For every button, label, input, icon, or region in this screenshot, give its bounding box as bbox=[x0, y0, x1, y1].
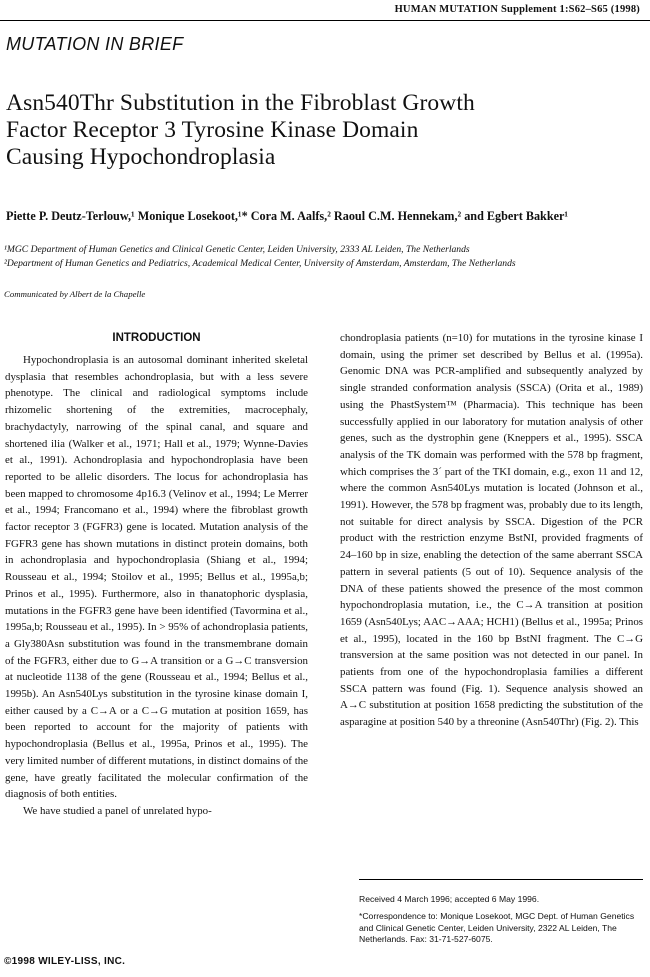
affiliation-2: ²Department of Human Genetics and Pediatrics, Academical Medical Center, University of Amsterdam, Amsterdam, The Netherlands bbox=[4, 258, 516, 269]
journal-header: HUMAN MUTATION Supplement 1:S62–S65 (1998) bbox=[394, 4, 640, 15]
section-heading: INTRODUCTION bbox=[112, 332, 201, 344]
body-paragraph: Hypochondroplasia is an autosomal dominant inherited skeletal dysplasia that resembles achondroplasia, but with a less severe phenotype. The clinical and radiological symptoms include rhizomelic shortening of the extremities, macrocephaly, brachydactyly, narrowing of the spinal canal, and square and shortened ilia (Walker et al., 1971; Hall et al., 1979; Wynne-Davies et al., 1991). Achondroplasia and hypochondroplasia have been reported to be allelic disorders. The locus for achondroplasia has been mapped to chromosome 4p16.3 (Velinov et al., 1994; Le Merrer et al., 1994; Francomano et al., 1994) where the fibroblast growth factor receptor 3 (FGFR3) gene is located. Mutation analysis of the FGFR3 gene has shown mutations in distinct protein domains, both in achondroplasia and hypochondroplasia (Shiang et al., 1994; Rousseau et al., 1994; Stoilov et al., 1995; Bellus et al., 1995a,b; Prinos et al., 1995). Furthermore, also in thanatophoric dysplasia, mutations in the FGFR3 gene have been identified (Tavormina et al., 1995a,b; Rousseau et al., 1995). In > 95% of achondroplasia patients, a Gly380Asn substitution was found in the transmembrane domain of the FGFR3, either due to G→A transition or a G→C transversion at nucleotide 1138 of the gene (Rousseau et al., 1994; Bellus et al., 1995b). An Asn540Lys substitution in the tyrosine kinase domain I, either caused by a C→A or a C→G mutation at position 1659, has been reported to account for the majority of patients with hypochondroplasia (Bellus et al., 1995a, Prinos et al., 1995). The very limited number of different mutations, in distinct domains of the gene, have greatly facilitated the molecular confirmation of the diagnosis of both entities. bbox=[5, 354, 308, 801]
right-column bbox=[340, 330, 643, 731]
title-line: Asn540Thr Substitution in the Fibroblast Growth bbox=[6, 90, 475, 116]
footnote-rule bbox=[359, 879, 643, 880]
body-paragraph: We have studied a panel of unrelated hypo- bbox=[23, 804, 212, 817]
header-rule bbox=[0, 20, 650, 21]
correspondence-note: *Correspondence to: Monique Losekoot, MGC Dept. of Human Genetics and Clinical Genetic Center, Leiden University, 2322 AL Leiden, The Netherlands. Fax: 31-71-527-6075. bbox=[359, 911, 635, 944]
article-title bbox=[6, 90, 626, 171]
section-label: MUTATION IN BRIEF bbox=[6, 34, 184, 54]
copyright-notice: ©1998 WILEY-LISS, INC. bbox=[4, 956, 126, 967]
communicated-by: Communicated by Albert de la Chapelle bbox=[4, 289, 146, 299]
title-line: Factor Receptor 3 Tyrosine Kinase Domain bbox=[6, 117, 419, 143]
body-paragraph: chondroplasia patients (n=10) for mutations in the tyrosine kinase I domain, using the primer set described by Bellus et al. (1995a). Genomic DNA was PCR-amplified and subsequently analyzed by single stranded conformation analysis (SSCA) (Orita et al., 1989) using the PhastSystem™ (Pharmacia). This technique has been successfully applied in our laboratory for mutation analysis of other genes, such as the dystrophin gene (Kneppers et al., 1995). SSCA analysis of the TK domain was performed with the 578 bp fragment, which comprises the 3´ part of the TKI domain, e.g., exon 11 and 12, where the common Asn540Lys mutation is located (Johnson et al., 1991). However, the 578 bp fragment was, probably due to its length, not suitable for direct analysis by SSCA. Digestion of the PCR product with the restriction enzyme BstNI, provided fragments of 24–160 bp in size, enabling the detection of the same aberrant SSCA pattern in several patients (5 out of 10). Sequence analysis of the DNA of these patients showed the presence of the most common hypochondroplasia mutation, i.e., the C→A transition at position 1659 (Asn540Lys; AAC→AAA; HCH1) (Bellus et al., 1995a; Prinos et al., 1995), located in the 160 bp BstNI fragment. The C→G transversion at the same position was not detected in our panel. In patients from one of the hypochondroplasia families a different SSCA pattern was found (Fig. 1). Sequence analysis showed an A→C substitution at position 1658 predicting the substitution of the asparagine at position 540 by a threonine (Asn540Thr) (Fig. 2). This bbox=[340, 332, 643, 729]
left-column bbox=[5, 330, 308, 820]
title-line: Causing Hypochondroplasia bbox=[6, 144, 276, 170]
affiliations bbox=[4, 243, 644, 271]
author-list: Piette P. Deutz-Terlouw,¹ Monique Losekoot,¹* Cora M. Aalfs,² Raoul C.M. Hennekam,² and Egbert Bakker¹ bbox=[6, 209, 569, 223]
received-date: Received 4 March 1996; accepted 6 May 1996. bbox=[359, 894, 540, 904]
affiliation-1: ¹MGC Department of Human Genetics and Clinical Genetic Center, Leiden University, 2333 AL Leiden, The Netherlands bbox=[4, 244, 470, 255]
